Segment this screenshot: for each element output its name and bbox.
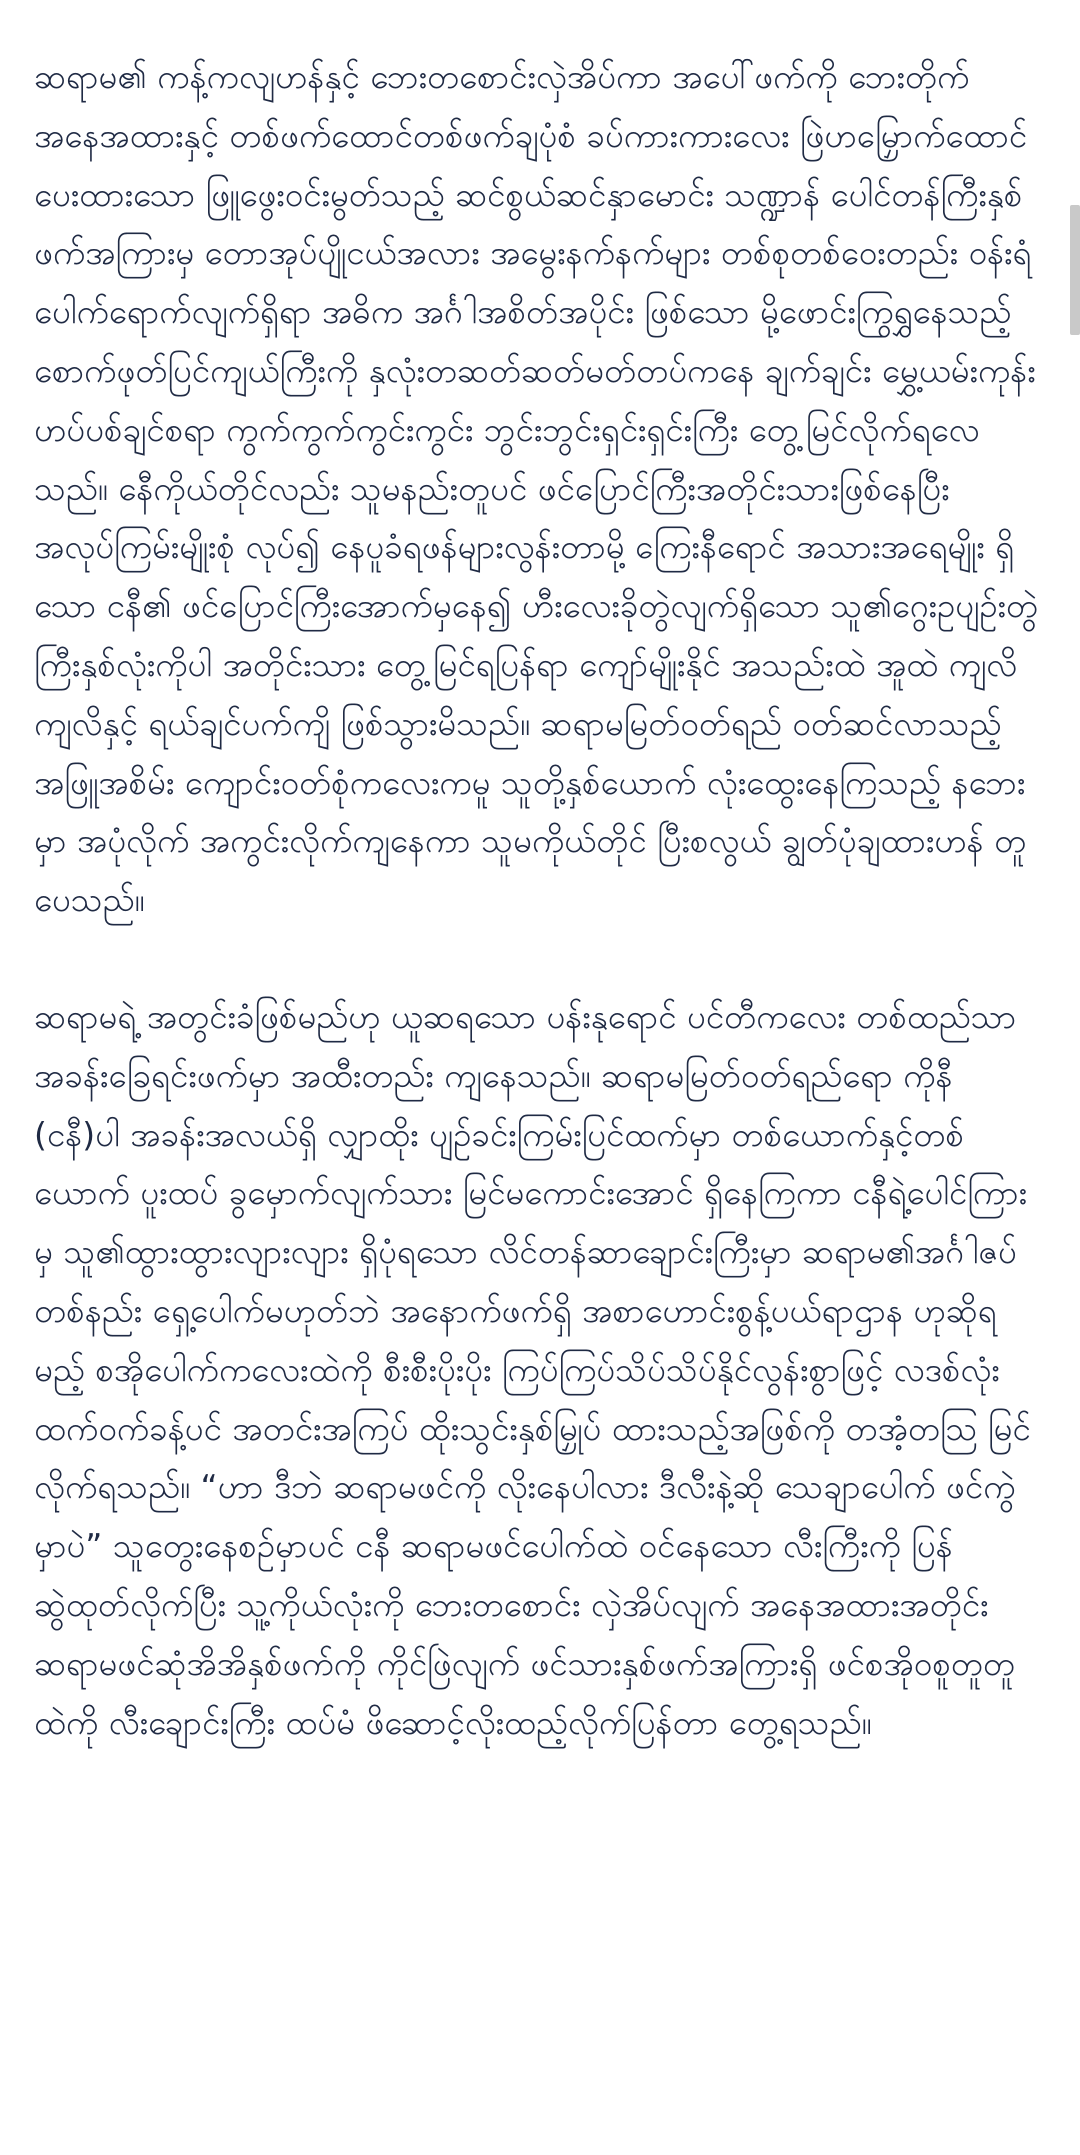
article-paragraph-2: ဆရာမရဲ့ အတွင်းခံဖြစ်မည်ဟု ယူဆရသော ပန်းနုရောင် ပင်တီကလေး တစ်ထည်သာ အခန်းခြေရင်းဖက်မှာ အထီးတည်း ကျနေသည်။ ဆရာမမြတ်ဝတ်ရည်ရော ကိုနီ (ငနီ)ပါ အခန်းအလယ်ရှိ လျှာထိုး ပျဉ်ခင်းကြမ်းပြင်ထက်မှာ တစ်ယောက်နှင့်တစ်ယောက် ပူးထပ် ခွမှောက်လျက်သား မြင်မကောင်းအောင် ရှိနေကြကာ ငနီရဲ့ပေါင်ကြားမှ သူ၏ထွားထွားလျားလျား ရှိပုံရသော လိင်တန်ဆာချောင်းကြီးမှာ ဆရာမ၏အင်္ဂါဇပ် တစ်နည်း ရှေ့ပေါက်မဟုတ်ဘဲ အနောက်ဖက်ရှိ အစာဟောင်းစွန့်ပယ်ရာဌာန ဟုဆိုရမည့် စအိုပေါက်ကလေးထဲကို စီးစီးပိုးပိုး ကြပ်ကြပ်သိပ်သိပ်နိုင်လွန်းစွာဖြင့် လဒစ်လုံးထက်ဝက်ခန့်ပင် အတင်းအကြပ် ထိုးသွင်းနှစ်မြှုပ် ထားသည့်အဖြစ်ကို တအံ့တသြ မြင်လိုက်ရသည်။ “ဟာ ဒီဘဲ ဆရာမဖင်ကို လိုးနေပါလား ဒီလီးနဲ့ဆို သေချာပေါက် ဖင်ကွဲမှာပဲ” သူတွေးနေစဉ်မှာပင် ငနီ ဆရာမဖင်ပေါက်ထဲ ဝင်နေသော လီးကြီးကို ပြန်ဆွဲထုတ်လိုက်ပြီး သူ့ကိုယ်လုံးကို ဘေးတစောင်း လှဲအိပ်လျက် အနေအထားအတိုင်း ဆရာမဖင်ဆုံအိအိနှစ်ဖက်ကို ကိုင်ဖြဲလျက် ဖင်သားနှစ်ဖက်အကြားရှိ ဖင်စအိုဝစူတူတူထဲကို လီးချောင်းကြီး ထပ်မံ ဖိဆောင့်လိုးထည့်လိုက်ပြန်တာ တွေ့ရသည်။ <box>34 996 1031 1742</box>
scrollbar-thumb[interactable] <box>1070 205 1080 335</box>
article-paragraph-1: ဆရာမ၏ ကန့်ကလျဟန်နှင့် ဘေးတစောင်းလှဲအိပ်ကာ အပေါ်ဖက်ကို ဘေးတိုက်အနေအထားနှင့် တစ်ဖက်ထောင်တစ်ဖက်ချပုံစံ ခပ်ကားကားလေး ဖြဲဟမြှောက်ထောင်ပေးထားသော ဖြူဖွေးဝင်းမွတ်သည့် ဆင်စွယ်ဆင်နှာမောင်း သဏ္ဍာန် ပေါင်တန်ကြီးနှစ်ဖက်အကြားမှ တောအုပ်ပျိုငယ်အလား အမွေးနက်နက်များ တစ်စုတစ်ဝေးတည်း ဝန်းရံပေါက်ရောက်လျက်ရှိရာ အဓိက အင်္ဂါအစိတ်အပိုင်း ဖြစ်သော မို့ဖောင်းကြွရွှနေသည့် စောက်ဖုတ်ပြင်ကျယ်ကြီးကို နှလုံးတဆတ်ဆတ်မတ်တပ်ကနေ ချက်ချင်း မွှေ့ယမ်းကုန်းဟပ်ပစ်ချင်စရာ ကွက်ကွက်ကွင်းကွင်း ဘွင်းဘွင်းရှင်းရှင်းကြီး တွေ့မြင်လိုက်ရလေသည်။ နေီကိုယ်တိုင်လည်း သူမနည်းတူပင် ဖင်ပြောင်ကြီးအတိုင်းသားဖြစ်နေပြီး အလုပ်ကြမ်းမျိုးစုံ လုပ်၍ နေပူခံရဖန်များလွန်းတာမို့ ကြေးနီရောင် အသားအရေမျိုး ရှိသော ငနီ၏ ဖင်ပြောင်ကြီးအောက်မှနေ၍ ဟီးလေးခိုတွဲလျက်ရှိသော သူ၏ဂွေးဥပျဉ်းတွဲကြီးနှစ်လုံးကိုပါ အတိုင်းသား တွေ့မြင်ရပြန်ရာ ကျော်မျိုးနိုင် အသည်းထဲ အူထဲ ကျလိကျလိနှင့် ရယ်ချင်ပက်ကျိ ဖြစ်သွားမိသည်။ ဆရာမမြတ်ဝတ်ရည် ဝတ်ဆင်လာသည့် အဖြူအစိမ်း ကျောင်းဝတ်စုံကလေးကမူ သူတို့နှစ်ယောက် လုံးထွေးနေကြသည့် နဘေးမှာ အပုံလိုက် အကွင်းလိုက်ကျနေကာ သူမကိုယ်တိုင် ပြီးစလွယ် ချွတ်ပုံချထားဟန် တူပေသည်။ <box>34 57 1039 920</box>
vertical-scrollbar[interactable] <box>1070 205 1080 335</box>
article-content <box>34 48 1044 1752</box>
